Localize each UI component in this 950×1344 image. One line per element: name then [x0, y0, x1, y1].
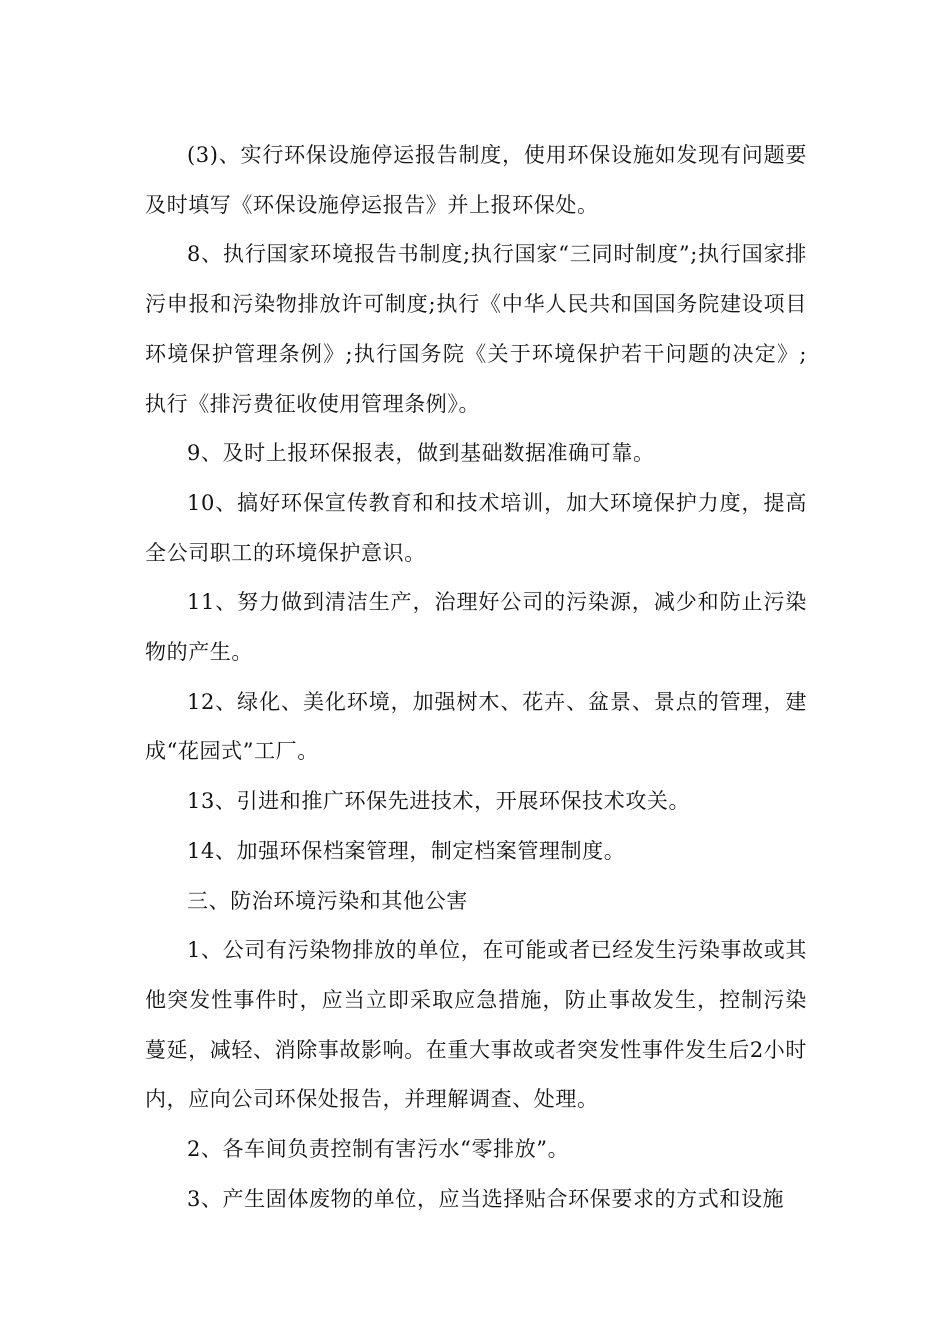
paragraph: 11、努力做到清洁生产，治理好公司的污染源，减少和防止污染物的产生。: [145, 590, 807, 665]
paragraph: 13、引进和推广环保先进技术，开展环保技术攻关。: [187, 789, 691, 814]
paragraph: 14、加强环保档案管理，制定档案管理制度。: [187, 838, 626, 863]
paragraph: 1、公司有污染物排放的单位，在可能或者已经发生污染事故或其他突发性事件时，应当立即采取应急措施，防止事故发生，控制污染蔓延，减轻、消除事故影响。在重大事故或者突发性事件发生后2小时内，应向公司环保处报告，并理解调查、处理。: [145, 938, 807, 1112]
paragraph: 8、执行国家环境报告书制度;执行国家“三同时制度”;执行国家排污申报和污染物排放许可制度;执行《中华人民共和国国务院建设项目环境保护管理条例》;执行国务院《关于环境保护若干问题的决定》;执行《排污费征收使用管理条例》。: [145, 242, 807, 416]
document-body: [145, 131, 807, 1224]
paragraph: 12、绿化、美化环境，加强树木、花卉、盆景、景点的管理，建成“花园式”工厂。: [145, 689, 807, 764]
paragraph: 2、各车间负责控制有害污水“零排放”。: [187, 1137, 570, 1162]
paragraph: 9、及时上报环保报表，做到基础数据准确可靠。: [187, 441, 655, 466]
paragraph: 3、产生固体废物的单位，应当选择贴合环保要求的方式和设施: [187, 1186, 785, 1211]
paragraph: (3)、实行环保设施停运报告制度，使用环保设施如发现有问题要及时填写《环保设施停运报告》并上报环保处。: [145, 143, 807, 217]
paragraph: 10、搞好环保宣传教育和和技术培训，加大环境保护力度，提高全公司职工的环境保护意识。: [145, 490, 807, 565]
section-heading: 三、防治环境污染和其他公害: [187, 888, 468, 913]
